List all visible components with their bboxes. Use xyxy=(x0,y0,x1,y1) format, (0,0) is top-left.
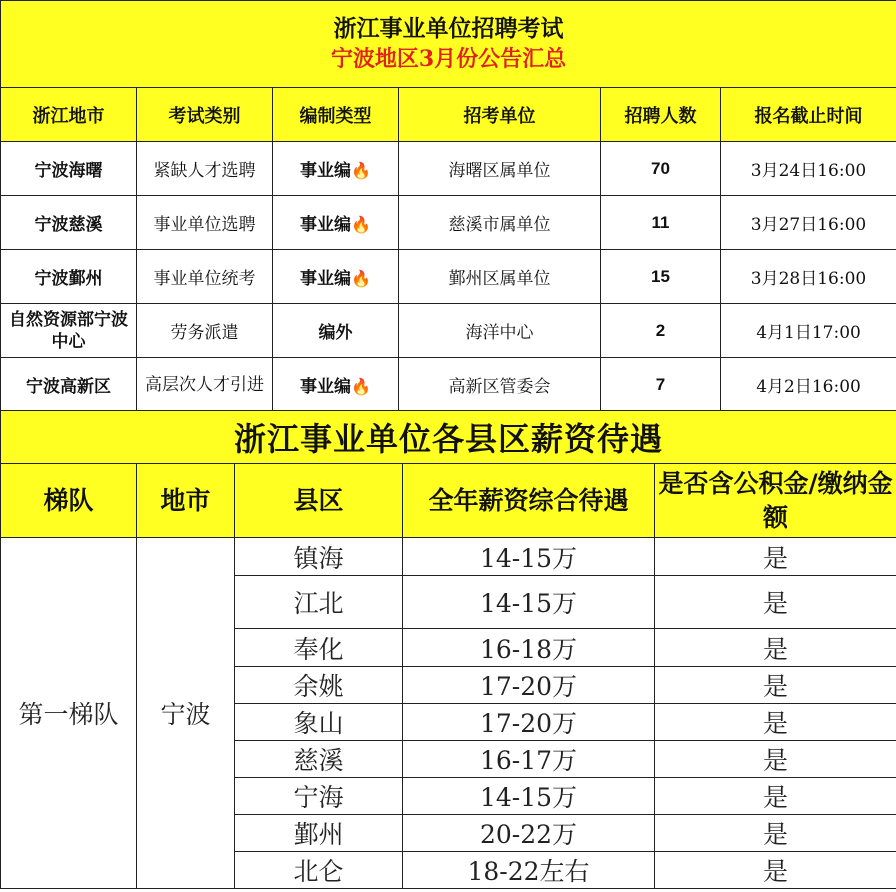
type-cell xyxy=(273,196,399,250)
district-cell: 象山 xyxy=(235,704,403,741)
count-cell xyxy=(601,142,721,196)
pay-cell: 20-22万 xyxy=(403,815,655,852)
category-cell xyxy=(137,142,273,196)
deadline-cell-text: 4月2日16:00 xyxy=(756,377,861,397)
table-row xyxy=(1,304,896,358)
fund-cell: 是 xyxy=(655,629,896,667)
type-cell xyxy=(273,304,399,358)
salary-table xyxy=(0,410,896,889)
table-row xyxy=(1,358,896,412)
city-cell xyxy=(1,304,137,358)
fire-icon: 🔥 xyxy=(351,379,371,396)
city-cell xyxy=(1,142,137,196)
count-cell xyxy=(601,250,721,304)
deadline-cell-text: 4月1日17:00 xyxy=(756,323,861,343)
category-cell-text: 紧缺人才选聘 xyxy=(153,161,256,181)
column-header: 县区 xyxy=(235,464,403,538)
count-cell-text: 11 xyxy=(651,212,670,232)
district-cell: 宁海 xyxy=(235,778,403,815)
fund-cell: 是 xyxy=(655,741,896,778)
column-header: 浙江地市 xyxy=(1,88,137,142)
unit-cell xyxy=(399,358,601,412)
salary-title: 浙江事业单位各县区薪资待遇 xyxy=(1,411,896,464)
city-cell-text: 宁波海曙 xyxy=(34,161,103,181)
type-cell xyxy=(273,250,399,304)
table-row xyxy=(1,196,896,250)
district-cell: 江北 xyxy=(235,576,403,629)
fund-cell: 是 xyxy=(655,576,896,629)
deadline-cell-text: 3月28日16:00 xyxy=(750,269,867,289)
count-cell xyxy=(601,304,721,358)
column-header: 编制类型 xyxy=(273,88,399,142)
category-cell xyxy=(137,358,273,412)
deadline-cell xyxy=(721,250,896,304)
column-header: 梯队 xyxy=(1,464,137,538)
pay-cell: 18-22左右 xyxy=(403,852,655,889)
column-header: 考试类别 xyxy=(137,88,273,142)
fund-cell: 是 xyxy=(655,538,896,576)
fire-icon: 🔥 xyxy=(351,217,371,234)
category-cell xyxy=(137,250,273,304)
type-cell xyxy=(273,142,399,196)
table-row xyxy=(1,142,896,196)
fire-icon: 🔥 xyxy=(351,163,371,180)
type-cell-text: 事业编 xyxy=(300,215,352,234)
column-header: 是否含公积金/缴纳金额 xyxy=(655,464,896,538)
district-cell: 余姚 xyxy=(235,667,403,704)
city-cell xyxy=(1,196,137,250)
column-header: 地市 xyxy=(137,464,235,538)
unit-cell xyxy=(399,250,601,304)
fund-cell: 是 xyxy=(655,704,896,741)
table-row xyxy=(1,538,896,576)
deadline-cell xyxy=(721,304,896,358)
city-cell: 宁波 xyxy=(137,538,235,889)
city-cell xyxy=(1,358,137,412)
deadline-cell xyxy=(721,196,896,250)
deadline-cell xyxy=(721,358,896,412)
page-title: 浙江事业单位招聘考试 xyxy=(333,15,564,42)
category-cell-text: 劳务派遣 xyxy=(170,323,239,343)
category-cell xyxy=(137,196,273,250)
table-header-row xyxy=(1,88,896,142)
district-cell: 慈溪 xyxy=(235,741,403,778)
pay-cell: 14-15万 xyxy=(403,538,655,576)
district-cell: 奉化 xyxy=(235,629,403,667)
unit-cell-text: 慈溪市属单位 xyxy=(448,215,551,235)
column-header: 招聘人数 xyxy=(601,88,721,142)
fund-cell: 是 xyxy=(655,852,896,889)
fund-cell: 是 xyxy=(655,667,896,704)
category-cell-text: 高层次人才引进 xyxy=(145,374,264,395)
count-cell-text: 70 xyxy=(651,158,670,178)
fund-cell: 是 xyxy=(655,815,896,852)
count-cell-text: 2 xyxy=(655,320,666,340)
title-banner xyxy=(1,1,896,88)
unit-cell-text: 海曙区属单位 xyxy=(448,161,551,181)
deadline-cell-text: 3月24日16:00 xyxy=(750,161,867,181)
city-cell xyxy=(1,250,137,304)
type-cell-text: 事业编 xyxy=(300,161,352,180)
city-cell-text: 宁波鄞州 xyxy=(34,269,103,289)
category-cell-text: 事业单位选聘 xyxy=(153,215,256,235)
count-cell xyxy=(601,196,721,250)
table-row xyxy=(1,250,896,304)
type-cell-text: 事业编 xyxy=(300,377,352,396)
deadline-cell-text: 3月27日16:00 xyxy=(750,215,867,235)
fund-cell: 是 xyxy=(655,778,896,815)
pay-cell: 14-15万 xyxy=(403,778,655,815)
district-cell: 鄞州 xyxy=(235,815,403,852)
count-cell-text: 15 xyxy=(651,266,670,286)
pay-cell: 17-20万 xyxy=(403,704,655,741)
unit-cell-text: 鄞州区属单位 xyxy=(448,269,551,289)
column-header: 报名截止时间 xyxy=(721,88,896,142)
pay-cell: 16-18万 xyxy=(403,629,655,667)
unit-cell-text: 高新区管委会 xyxy=(448,377,551,397)
deadline-cell xyxy=(721,142,896,196)
salary-header-row xyxy=(1,464,896,538)
unit-cell xyxy=(399,142,601,196)
district-cell: 镇海 xyxy=(235,538,403,576)
type-cell-text: 编外 xyxy=(318,323,353,342)
column-header: 全年薪资综合待遇 xyxy=(403,464,655,538)
city-cell-text: 自然资源部宁波中心 xyxy=(9,309,128,352)
unit-cell xyxy=(399,196,601,250)
unit-cell-text: 海洋中心 xyxy=(465,323,534,343)
recruitment-table xyxy=(0,0,896,412)
tier-cell: 第一梯队 xyxy=(1,538,137,889)
type-cell-text: 事业编 xyxy=(300,269,352,288)
page-subtitle: 宁波地区3月份公告汇总 xyxy=(330,46,567,72)
category-cell xyxy=(137,304,273,358)
district-cell: 北仑 xyxy=(235,852,403,889)
column-header: 招考单位 xyxy=(399,88,601,142)
fire-icon: 🔥 xyxy=(351,271,371,288)
pay-cell: 16-17万 xyxy=(403,741,655,778)
type-cell xyxy=(273,358,399,412)
unit-cell xyxy=(399,304,601,358)
pay-cell: 14-15万 xyxy=(403,576,655,629)
count-cell-text: 7 xyxy=(655,374,666,394)
city-cell-text: 宁波高新区 xyxy=(26,377,111,397)
pay-cell: 17-20万 xyxy=(403,667,655,704)
category-cell-text: 事业单位统考 xyxy=(153,269,256,289)
count-cell xyxy=(601,358,721,412)
city-cell-text: 宁波慈溪 xyxy=(34,215,103,235)
